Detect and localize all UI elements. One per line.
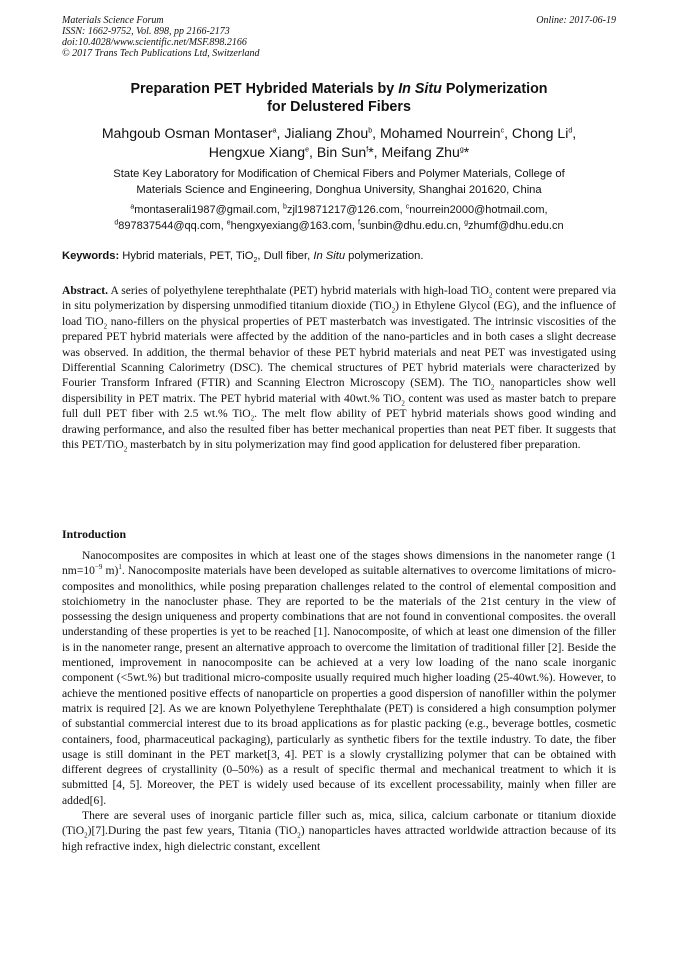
author: Hengxue Xiang	[208, 144, 306, 160]
subscript: 2	[250, 414, 255, 423]
abstract-text: ) in Ethylene Glycol (EG), and the influence of load TiO	[62, 299, 616, 328]
author-sup: d	[568, 127, 573, 135]
title-line2: for Delustered Fibers	[267, 99, 411, 115]
email-sup: g	[464, 219, 469, 227]
keywords	[62, 249, 616, 263]
author-sup: f	[366, 146, 369, 154]
email-list: $^a$montaserali1987@gmail.com, $^b$zjl19871217@126.com, $^c$nourrein2000@hotmail.com, $^d$897837544@qq.com, $^e$hengxyexiang@163.com, $^f$sunbin@dhu.edu.cn, $^g$zhumf@dhu.edu.cn	[114, 203, 564, 232]
email-sup: c	[405, 203, 410, 211]
author-sup: e	[305, 146, 310, 154]
author: Jialiang Zhou	[284, 125, 369, 141]
abstract	[62, 283, 616, 452]
email: nourrein2000@hotmail.com	[409, 204, 545, 216]
author-sup: b	[368, 127, 373, 135]
email: montaserali1987@gmail.com	[134, 204, 277, 216]
online-date: Online: 2017-06-19	[536, 15, 616, 26]
email-sup: a	[130, 203, 135, 211]
author: Mahgoub Osman Montaser	[101, 125, 273, 141]
email: 897837544@qq.com	[118, 220, 221, 232]
email: hengxyexiang@163.com	[230, 220, 352, 232]
email-sup: d	[114, 219, 119, 227]
subscript: 2	[297, 831, 301, 840]
email-sup: e	[226, 219, 231, 227]
paragraph-text: . Nanocomposite materials have been developed as suitable alternatives to overcome limitations of micro-composites and monolithics, while posing preparation challenges related to the control of elemental composition and stoichiometry in the nanocluster phase. They are reported to be the materials of the 21st century in the view of possessing the design uniqueness and property combinations that are not found in conventional composites. the overall understanding of these properties is yet to be reached [1]. Nanocomposite, of which at least one dimension of the filler is in the nanometer range, present an alternative approach to overcome the limitation of traditional filler [2]. Beside the mentioned, improvement in nanocomposite can be achieved at a very low loading of the nano scale inorganic component (<5wt.%) but traditional micro-composite usually required much higher loading (25-40wt.%). However, to achieve the mentioned positive effects of nanoparticle on properties a good dispersion of nanofiller within the polymer matrix is required [2]. As we are known Polyethylene Terephthalate (PET) is considered a high consumption polymer of substantial commercial interest due to its broad applications as for plastic packing (e.g., beverage bottles, cosmetic containers, food, pharmaceutical packaging), particularly as synthetic fibers for the textile industry. To date, the fiber usage is still dominant in the PET market[3, 4]. PET is a slowly crystallizing polymer that can be obtained with different degrees of crystallinity (0–50%) as a result of specific thermal and mechanical treatment to which it is submitted [4, 5]. Moreover, the PET is widely used because of its excellent processability, mainly when filler are added[6].	[62, 564, 616, 807]
abstract-text: A series of polyethylene terephthalate (PET) hybrid materials with high-load TiO	[108, 284, 489, 297]
subscript: 2	[488, 291, 493, 300]
paper-title	[62, 80, 616, 116]
subscript: 2	[391, 306, 396, 315]
author: Mohamed Nourrein	[379, 125, 501, 141]
email-sup: b	[283, 203, 287, 211]
email: sunbin@dhu.edu.cn	[359, 220, 458, 232]
author-sup: c	[500, 127, 505, 135]
issn: ISSN: 1662-9752, Vol. 898, pp 2166-2173	[62, 26, 230, 37]
subscript: 2	[84, 831, 88, 840]
email-sup: f	[358, 219, 360, 227]
paragraph-text: m)	[102, 564, 119, 578]
abstract-text: content was used as master batch to prepare full dull PET fiber with 2.5 wt.% TiO	[62, 391, 616, 421]
author-sup: g	[459, 146, 464, 154]
author: Meifang Zhu	[381, 144, 460, 160]
title-part1: Preparation PET Hybrided Materials by	[130, 81, 399, 97]
journal-name: Materials Science Forum	[62, 15, 164, 26]
subscript: 2	[123, 445, 128, 454]
email: zhumf@dhu.edu.cn	[468, 220, 564, 232]
section-heading: Introduction	[62, 527, 127, 541]
subscript: 2	[490, 383, 495, 392]
journal-meta	[62, 15, 260, 59]
keywords-label: Keywords:	[62, 250, 120, 262]
author: Chong Li	[511, 125, 569, 141]
subscript: 2	[401, 399, 405, 408]
abstract-label: Abstract.	[62, 284, 109, 297]
abstract-text: nano-fillers on the physical properties of PET masterbatch was investigated. The intrinsic viscosities of the prepared PET hybrid materials were affected by the addition of the nano-particles and in both cases a slight decrease was observed. In addition, the thermal behavior of these PET hybrid materials and neat PET was investigated using Differential Scanning Calorimetry (DSC). The chemical structures of PET hybrid materials were characterized by Fourier Transform Infrared (FTIR) and Scanning Electron Microscopy (SEM). The TiO	[62, 314, 616, 390]
affiliation-line2: Materials Science and Engineering, Donghua University, Shanghai 201620, China	[136, 184, 542, 196]
keywords-text: Hybrid materials, PET, TiO	[119, 250, 254, 262]
author-sup: a	[272, 127, 277, 135]
keywords-italic: In Situ	[313, 250, 346, 262]
superscript: 1	[118, 563, 122, 572]
subscript: 2	[253, 257, 258, 265]
paragraph-text: )[7].During the past few years, Titania (TiO	[87, 824, 298, 838]
abstract-text: . The melt flow ability of PET hybrid materials shows good winding and drawing performance, and also the resulted fiber has better mechanical properties than neat PET fiber. It suggests that this PET/TiO	[62, 407, 616, 452]
author-list: Mahgoub Osman Montaser$^a$, Jialiang Zhou$^b$, Mohamed Nourrein$^c$, Chong Li$^d$, Hengxue Xiang$^e$, Bin Sun$^f$*, Meifang Zhu$^g$*	[101, 125, 577, 160]
paragraph-text: ) nanoparticles haves attracted worldwide attraction because of its high refractive index, high dielectric constant, excellent	[62, 824, 617, 853]
author: Bin Sun	[316, 144, 367, 160]
paragraph	[62, 808, 616, 854]
copyright: © 2017 Trans Tech Publications Ltd, Switzerland	[62, 48, 260, 59]
introduction-body	[62, 548, 616, 854]
doi: doi:10.4028/www.scientific.net/MSF.898.2166	[62, 37, 247, 48]
paragraph-text: There are several uses of inorganic particle filler such as, mica, silica, calcium carbonate or titanium dioxide (TiO	[62, 809, 616, 838]
title-part2: Polymerization	[441, 81, 548, 97]
superscript: −9	[94, 563, 103, 572]
subscript: 2	[103, 322, 108, 331]
email: zjl19871217@126.com	[286, 204, 400, 216]
affiliation-line1: State Key Laboratory for Modification of Chemical Fibers and Polymer Materials, College of	[113, 168, 565, 180]
paragraph-text: Nanocomposites are composites in which at least one of the stages shows dimensions in the nanometer range (1 nm=10	[62, 549, 616, 578]
affiliation	[62, 166, 616, 198]
corresponding-star: *	[463, 144, 470, 160]
title-italic: In Situ	[398, 81, 442, 97]
abstract-text: content were prepared via in situ polymerization by dispersing unmodified titanium dioxide (TiO	[62, 284, 616, 313]
abstract-text: masterbatch by in situ polymerization may find good application for delustered fiber preparation.	[127, 438, 581, 452]
paragraph	[62, 548, 616, 808]
keywords-text: polymerization.	[345, 250, 424, 262]
keywords-text: , Dull fiber,	[257, 250, 314, 262]
abstract-text: nanoparticles show well dispersibility in PET matrix. The PET hybrid material with 40wt.% TiO	[62, 376, 616, 405]
